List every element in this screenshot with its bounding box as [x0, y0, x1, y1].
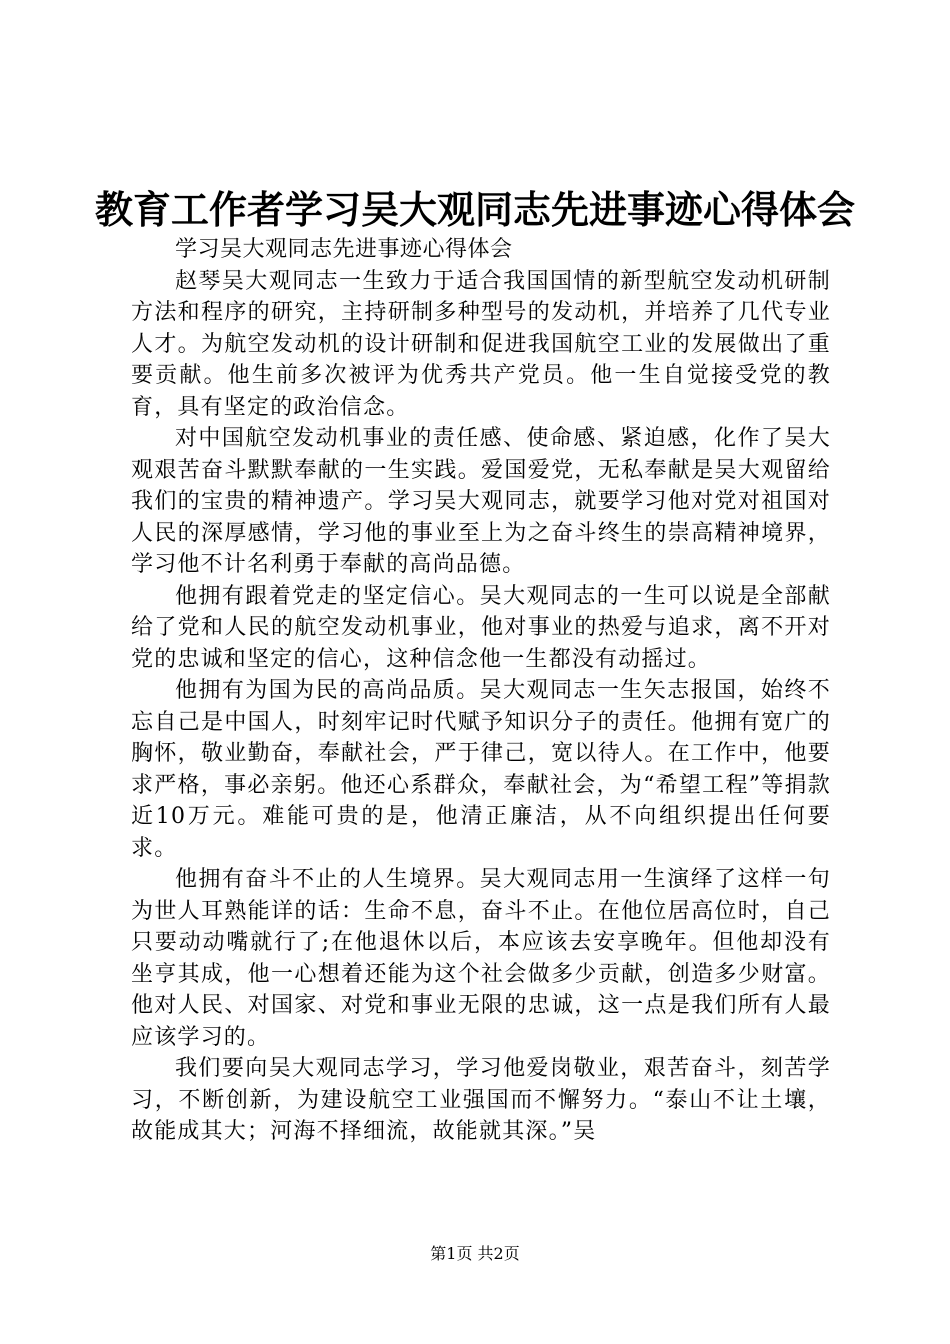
- paragraph-intro: 赵琴吴大观同志一生致力于适合我国国情的新型航空发动机研制方法和程序的研究，主持研制多种型号的发动机，并培养了几代专业人才。为航空发动机的设计研制和促进我国航空工业的发展做出了重要贡献。他生前多次被评为优秀共产党员。他一生自觉接受党的教育，具有坚定的政治信念。: [131, 268, 831, 420]
- paragraph-character: 他拥有为国为民的高尚品质。吴大观同志一生矢志报国，始终不忘自己是中国人，时刻牢记时代赋予知识分子的责任。他拥有宽广的胸怀，敬业勤奋，奉献社会，严于律己，宽以待人。在工作中，他要求严格，事必亲躬。他还心系群众，奉献社会，为“希望工程”等捐款近10万元。难能可贵的是，他清正廉洁，从不向组织提出任何要求。: [131, 678, 831, 861]
- paragraph-belief: 他拥有跟着党走的坚定信心。吴大观同志的一生可以说是全部献给了党和人民的航空发动机事业，他对事业的热爱与追求，离不开对党的忠诚和坚定的信心，这种信念他一生都没有动摇过。: [131, 583, 831, 672]
- document-subtitle: 学习吴大观同志先进事迹心得体会: [175, 237, 513, 262]
- page-footer: 第1页 共2页: [430, 1244, 520, 1263]
- document-body: [131, 234, 831, 1148]
- paragraph-conclusion: 我们要向吴大观同志学习，学习他爱岗敬业，艰苦奋斗，刻苦学习，不断创新，为建设航空工业强国而不懈努力。“泰山不让土壤，故能成其大；河海不择细流，故能就其深。”吴: [131, 1056, 831, 1144]
- paragraph-responsibility: 对中国航空发动机事业的责任感、使命感、紧迫感，化作了吴大观艰苦奋斗默默奉献的一生实践。爱国爱党，无私奉献是吴大观留给我们的宝贵的精神遗产。学习吴大观同志，就要学习他对党对祖国对人民的深厚感情，学习他的事业至上为之奋斗终生的崇高精神境界，学习他不计名利勇于奉献的高尚品德。: [131, 426, 831, 577]
- document-title: 教育工作者学习吴大观同志先进事迹心得体会: [94, 187, 855, 232]
- paragraph-struggle: 他拥有奋斗不止的人生境界。吴大观同志用一生演绎了这样一句为世人耳熟能详的话：生命不息，奋斗不止。在他位居高位时，自己只要动动嘴就行了;在他退休以后，本应该去安享晚年。但他却没有坐亨其成，他一心想着还能为这个社会做多少贡献，创造多少财富。他对人民、对国家、对党和事业无限的忠诚，这一点是我们所有人最应该学习的。: [131, 867, 831, 1050]
